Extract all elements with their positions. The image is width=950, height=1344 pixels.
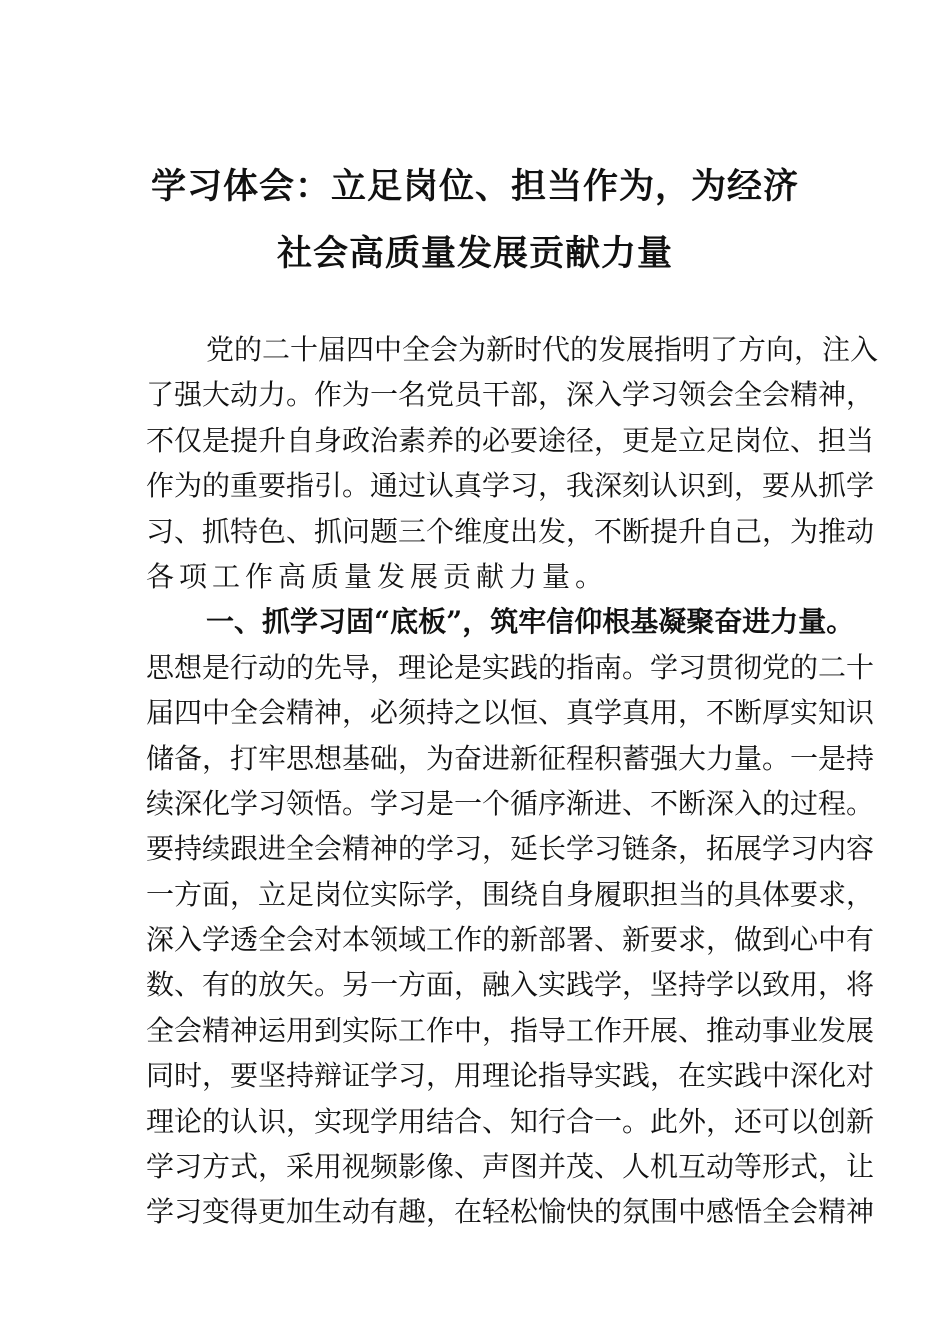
- text-line: 要持续跟进全会精神的学习，延长学习链条，拓展学习内容: [146, 832, 875, 866]
- text-line: 续深化学习领悟。学习是一个循序渐进、不断深入的过程。: [146, 786, 875, 820]
- text-line: 党的二十届四中全会为新时代的发展指明了方向，注入: [206, 333, 879, 366]
- text-line: 理论的认识，实现学用结合、知行合一。此外，还可以创新: [146, 1104, 875, 1138]
- text-line: 思想是行动的先导，理论是实践的指南。学习贯彻党的二十: [146, 650, 875, 684]
- title-line: 学习体会：立足岗位、担当作为，为经济: [150, 166, 799, 207]
- text-line: 同时，要坚持辩证学习，用理论指导实践，在实践中深化对: [146, 1059, 875, 1093]
- text-line: 不仅是提升自身政治素养的必要途径，更是立足岗位、担当: [146, 423, 875, 457]
- text-line: 学习变得更加生动有趣，在轻松愉快的氛围中感悟全会精神: [146, 1195, 875, 1229]
- text-line: 届四中全会精神，必须持之以恒、真学真用，不断厚实知识: [146, 696, 875, 730]
- document-title: [0, 153, 950, 287]
- document-body: [146, 327, 879, 1235]
- paragraph-section-1: [146, 599, 875, 1234]
- text-line: 了强大动力。作为一名党员干部，深入学习领会全会精神，: [146, 378, 875, 412]
- text-line: 深入学透全会对本领域工作的新部署、新要求，做到心中有: [146, 923, 875, 957]
- text-line: 一方面，立足岗位实际学，围绕自身履职担当的具体要求，: [146, 877, 875, 911]
- title-line: 社会高质量发展贡献力量: [276, 233, 673, 274]
- text-line: 全会精神运用到实际工作中，指导工作开展、推动事业发展: [146, 1013, 875, 1047]
- text-line: 学习方式，采用视频影像、声图并茂、人机互动等形式，让: [146, 1150, 875, 1184]
- paragraph-intro: [146, 327, 879, 599]
- text-line: 储备，打牢思想基础，为奋进新征程积蓄强大力量。一是持: [146, 741, 875, 775]
- text-line: 数、有的放矢。另一方面，融入实践学，坚持学以致用，将: [146, 968, 875, 1002]
- text-line: 习、抓特色、抓问题三个维度出发，不断提升自己，为推动: [146, 514, 875, 548]
- section-heading: 一、抓学习固“底板”，筑牢信仰根基凝聚奋进力量。: [206, 605, 855, 639]
- text-line: 作为的重要指引。通过认真学习，我深刻认识到，要从抓学: [146, 469, 875, 503]
- text-line: 各项工作高质量发展贡献力量。: [146, 559, 609, 593]
